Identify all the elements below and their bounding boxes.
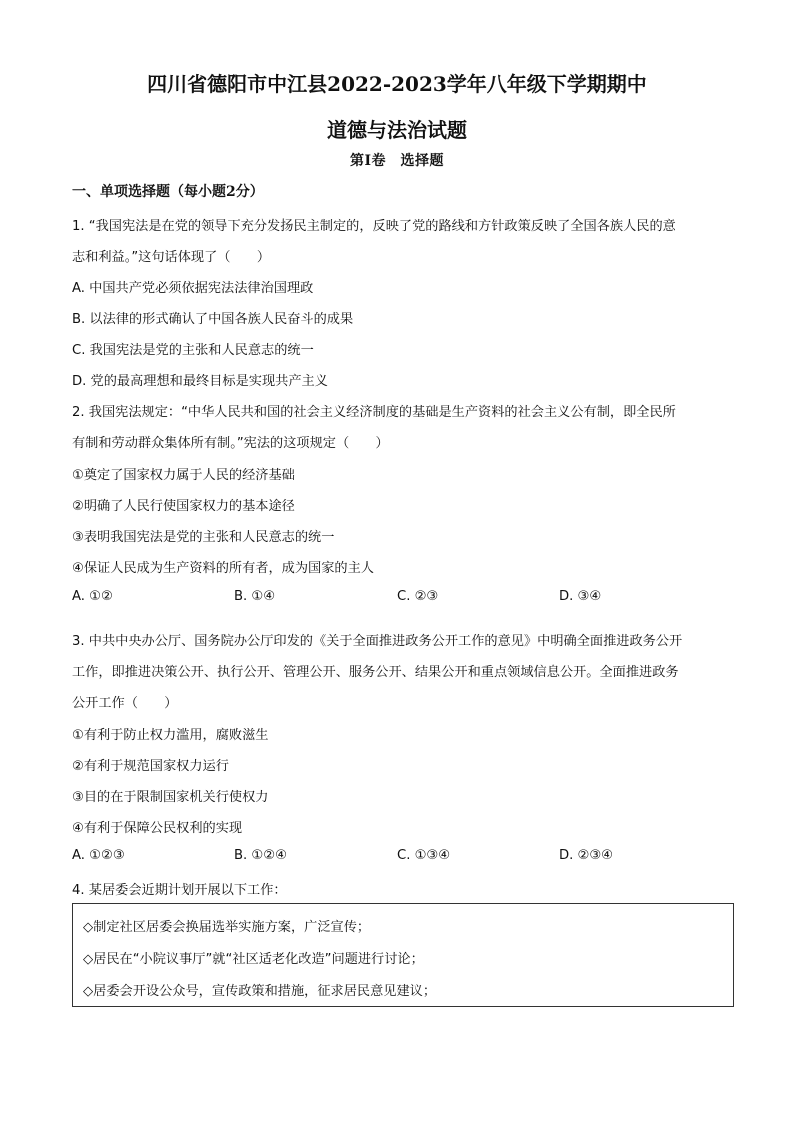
q2-statement-4: ④保证人民成为生产资料的所有者，成为国家的主人 xyxy=(72,561,374,576)
q2-option-b: B. ①④ xyxy=(234,589,276,604)
q3-stem-line1: 3. 中共中央办公厅、国务院办公厅印发的《关于全面推进政务公开工作的意见》中明确全面推进政务公开 xyxy=(72,634,683,649)
q3-statement-3: ③目的在于限制国家机关行使权力 xyxy=(72,790,269,805)
q1-stem-line2: 志和利益。”这句话体现了（ ） xyxy=(72,250,271,265)
q3-option-a: A. ①②③ xyxy=(72,848,125,863)
q2-option-d: D. ③④ xyxy=(559,589,602,604)
q1-option-b: B. 以法律的形式确认了中国各族人民奋斗的成果 xyxy=(72,312,354,327)
q4-box-item-3: ◇居委会开设公众号，宣传政策和措施，征求居民意见建议； xyxy=(83,984,437,999)
q3-statement-2: ②有利于规范国家权力运行 xyxy=(72,759,229,774)
section-heading: 一、单项选择题（每小题2分） xyxy=(72,184,264,200)
q2-statement-1: ①奠定了国家权力属于人民的经济基础 xyxy=(72,468,295,483)
q2-option-c: C. ②③ xyxy=(397,589,439,604)
q3-option-c: C. ①③④ xyxy=(397,848,451,863)
q2-statement-2: ②明确了人民行使国家权力的基本途径 xyxy=(72,499,295,514)
q3-option-d: D. ②③④ xyxy=(559,848,614,863)
volume-heading: 第Ⅰ卷 选择题 xyxy=(349,153,445,169)
q3-statement-1: ①有利于防止权力滥用，腐败滋生 xyxy=(72,728,269,743)
q3-option-b: B. ①②④ xyxy=(234,848,287,863)
q1-option-a: A. 中国共产党必须依据宪法法律治国理政 xyxy=(72,281,314,296)
q2-option-a: A. ①② xyxy=(72,589,113,604)
q1-option-d: D. 党的最高理想和最终目标是实现共产主义 xyxy=(72,374,328,389)
q3-stem-line2: 工作，即推进决策公开、执行公开、管理公开、服务公开、结果公开和重点领域信息公开。全面推进政务 xyxy=(72,665,679,680)
exam-title-line1: 四川省德阳市中江县2022-2023学年八年级下学期期中 xyxy=(147,72,647,96)
q3-stem-line3: 公开工作（ ） xyxy=(72,696,178,711)
q2-stem-line1: 2. 我国宪法规定：“中华人民共和国的社会主义经济制度的基础是生产资料的社会主义公有制，即全民所 xyxy=(72,405,676,420)
q4-box-item-2: ◇居民在“小院议事厅”就“社区适老化改造”问题进行讨论； xyxy=(83,952,424,967)
q1-stem-line1: 1. “我国宪法是在党的领导下充分发扬民主制定的，反映了党的路线和方针政策反映了全国各族人民的意 xyxy=(72,219,676,234)
q1-option-c: C. 我国宪法是党的主张和人民意志的统一 xyxy=(72,343,314,358)
q4-material-box xyxy=(72,903,734,1007)
q3-statement-4: ④有利于保障公民权利的实现 xyxy=(72,821,243,836)
q2-statement-3: ③表明我国宪法是党的主张和人民意志的统一 xyxy=(72,530,335,545)
q4-box-item-1: ◇制定社区居委会换届选举实施方案，广泛宣传； xyxy=(83,920,371,935)
q4-stem: 4. 某居委会近期计划开展以下工作： xyxy=(72,883,287,898)
exam-title-line2: 道德与法治试题 xyxy=(327,118,467,142)
q2-stem-line2: 有制和劳动群众集体所有制。”宪法的这项规定（ ） xyxy=(72,436,389,451)
